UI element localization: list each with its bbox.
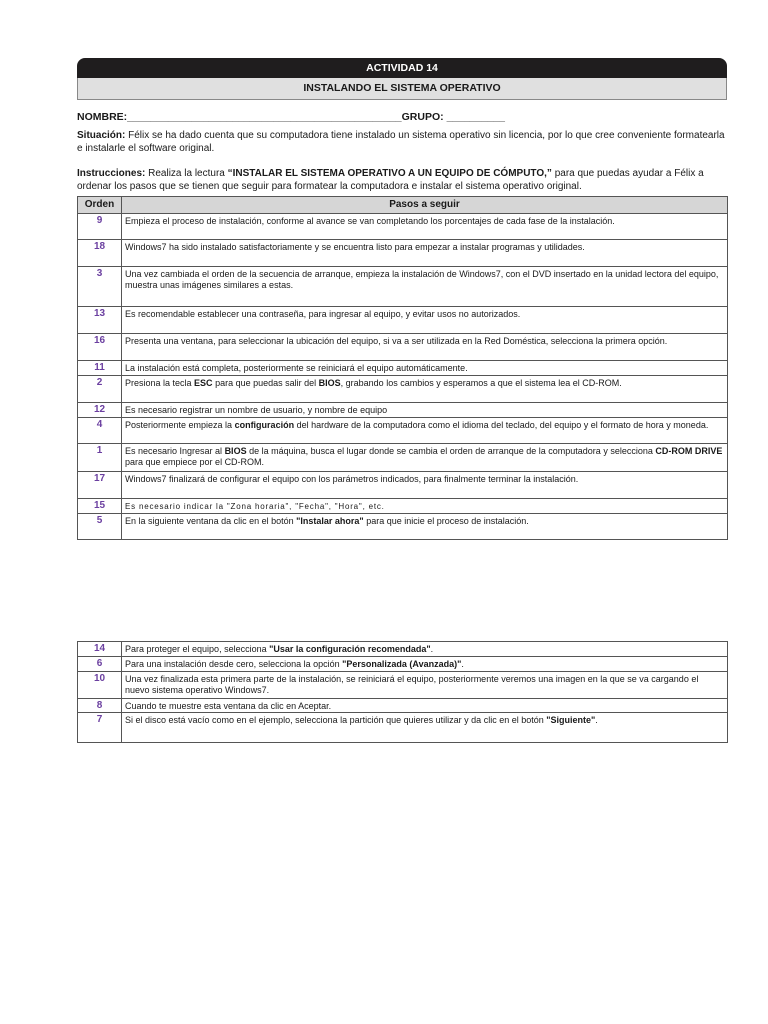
step-description [122,214,728,240]
table-row [78,361,728,376]
step-text: Una vez finalizada esta primera parte de la instalación, se reiniciará el equipo, posteriormente veremos una imagen en la que se va cargando el nuevo sistema operativo Windows7. [125,674,699,695]
table-row [78,307,728,334]
table-row [78,334,728,361]
step-description [122,307,728,334]
step-text: La instalación está completa, posteriormente se reiniciará el equipo automáticamente. [125,363,468,373]
order-number[interactable]: 5 [78,514,122,540]
step-description [122,334,728,361]
order-number[interactable]: 7 [78,713,122,743]
order-number[interactable]: 1 [78,444,122,472]
steps-table-body [78,214,728,540]
steps-table [77,196,728,540]
nombre-field[interactable]: _______________________________________________ [127,111,402,123]
step-description [122,376,728,403]
step-text-bold: BIOS [318,378,341,388]
table-row [78,376,728,403]
order-number[interactable]: 3 [78,267,122,307]
instructions-text-before: Realiza la lectura [145,168,228,179]
step-text-bold: "Instalar ahora" [296,516,364,526]
activity-title: INSTALANDO EL SISTEMA OPERATIVO [77,78,727,100]
step-text: Si el disco está vacío como en el ejemplo, selecciona la partición que quieres utilizar y da clic en el botón [125,715,547,725]
step-text: . [461,659,464,669]
instructions-paragraph [77,167,727,193]
step-text: Presiona la tecla [125,378,195,388]
step-description [122,657,728,672]
step-text: Cuando te muestre esta ventana da clic en Aceptar. [125,701,332,711]
step-text: Presenta una ventana, para seleccionar la ubicación del equipo, si va a ser utilizada en la Red Doméstica, selecciona la primera opción. [125,336,668,346]
step-text: En la siguiente ventana da clic en el botón [125,516,297,526]
order-number[interactable]: 10 [78,672,122,699]
situation-label: Situación: [77,130,126,141]
step-text-bold: CD-ROM DRIVE [655,446,723,456]
name-group-line [77,111,727,123]
step-description [122,472,728,499]
table-row [78,657,728,672]
table-row [78,418,728,444]
step-text-bold: "Personalizada (Avanzada)" [342,659,462,669]
activity-sheet [77,58,727,540]
step-text-bold: "Siguiente" [546,715,596,725]
step-description [122,499,728,514]
table-row [78,472,728,499]
order-number[interactable]: 18 [78,240,122,267]
table-row [78,514,728,540]
steps-table-continued [77,641,728,743]
step-text: Windows7 ha sido instalado satisfactoriamente y se encuentra listo para empezar a instalar programas y utilidades. [125,242,585,252]
nombre-label: NOMBRE: [77,111,128,123]
table-row [78,267,728,307]
step-text: , grabando los cambios y esperamos a que el sistema lea el CD-ROM. [340,378,622,388]
step-text: del hardware de la computadora como el idioma del teclado, del equipo y el formato de hora y moneda. [294,420,709,430]
order-number[interactable]: 6 [78,657,122,672]
step-text: . [430,644,434,654]
steps-table-continued-body [78,642,728,743]
step-text: Es necesario Ingresar al [125,446,225,456]
order-column-header: Orden [78,197,122,214]
step-text: Windows7 finalizará de configurar el equipo con los parámetros indicados, para finalmente terminar la instalación. [125,474,579,484]
step-text: Para una instalación desde cero, selecciona la opción [125,659,343,669]
order-number[interactable]: 16 [78,334,122,361]
table-row [78,499,728,514]
grupo-field[interactable]: __________ [446,111,505,123]
step-text: Es necesario registrar un nombre de usuario, y nombre de equipo [125,405,388,415]
table-row [78,699,728,713]
instructions-label: Instrucciones: [77,168,146,179]
table-row [78,642,728,657]
step-text: Para proteger el equipo, selecciona [125,644,270,654]
grupo-label: GRUPO: [401,111,444,123]
step-description [122,514,728,540]
step-description [122,267,728,307]
step-text: Es recomendable establecer una contraseña, para ingresar al equipo, y evitar usos no autorizados. [125,309,521,319]
table-row [78,240,728,267]
step-text: Empieza el proceso de instalación, conforme al avance se van completando los porcentajes de cada fase de la instalación. [125,216,615,226]
table-row [78,672,728,699]
order-number[interactable]: 8 [78,699,122,713]
instructions-text-after: para que puedas ayudar a Félix a ordenar los pasos que se tienen que seguir para formatear la computadora e instalar el sistema operativo original. [77,168,704,192]
order-number[interactable]: 17 [78,472,122,499]
step-text-bold: "Usar la configuración recomendada" [269,644,431,654]
step-text: Una vez cambiada el orden de la secuencia de arranque, empieza la instalación de Windows7, con el DVD insertado en la unidad lectora del equipo, muestra unas imágenes similares a estas. [125,269,719,290]
step-description [122,699,728,713]
step-description [122,418,728,444]
step-text-bold: ESC [194,378,213,388]
step-text: Posteriormente empieza la [125,420,235,430]
order-number[interactable]: 11 [78,361,122,376]
order-number[interactable]: 12 [78,403,122,418]
activity-banner: ACTIVIDAD 14 [77,58,727,78]
step-description [122,444,728,472]
step-description [122,403,728,418]
step-description [122,240,728,267]
step-text: de la máquina, busca el lugar donde se cambia el orden de arranque de la computadora y selecciona [246,446,656,456]
situation-text: Félix se ha dado cuenta que su computadora tiene instalado un sistema operativo sin licencia, por lo que cree conveniente formatearla e instalarle el software original. [77,130,725,154]
step-text: Es necesario indicar la "Zona horaria", "Fecha", "Hora", etc. [125,502,385,511]
table-row [78,214,728,240]
order-number[interactable]: 15 [78,499,122,514]
steps-column-header: Pasos a seguir [122,197,728,214]
table-row [78,444,728,472]
order-number[interactable]: 9 [78,214,122,240]
step-description [122,713,728,743]
step-text: . [595,715,598,725]
table-row [78,713,728,743]
order-number[interactable]: 4 [78,418,122,444]
step-text-bold: BIOS [224,446,247,456]
table-row [78,403,728,418]
reading-title: “INSTALAR EL SISTEMA OPERATIVO A UN EQUIPO DE CÓMPUTO,” [227,168,552,179]
step-text-bold: configuración [234,420,295,430]
order-number[interactable]: 13 [78,307,122,334]
order-number[interactable]: 14 [78,642,122,657]
step-description [122,361,728,376]
order-number[interactable]: 2 [78,376,122,403]
step-description [122,642,728,657]
step-description [122,672,728,699]
step-text: para que empiece por el CD-ROM. [125,457,265,467]
situation-paragraph [77,129,727,155]
step-text: para que inicie el proceso de instalación. [363,516,529,526]
step-text: para que puedas salir del [212,378,319,388]
